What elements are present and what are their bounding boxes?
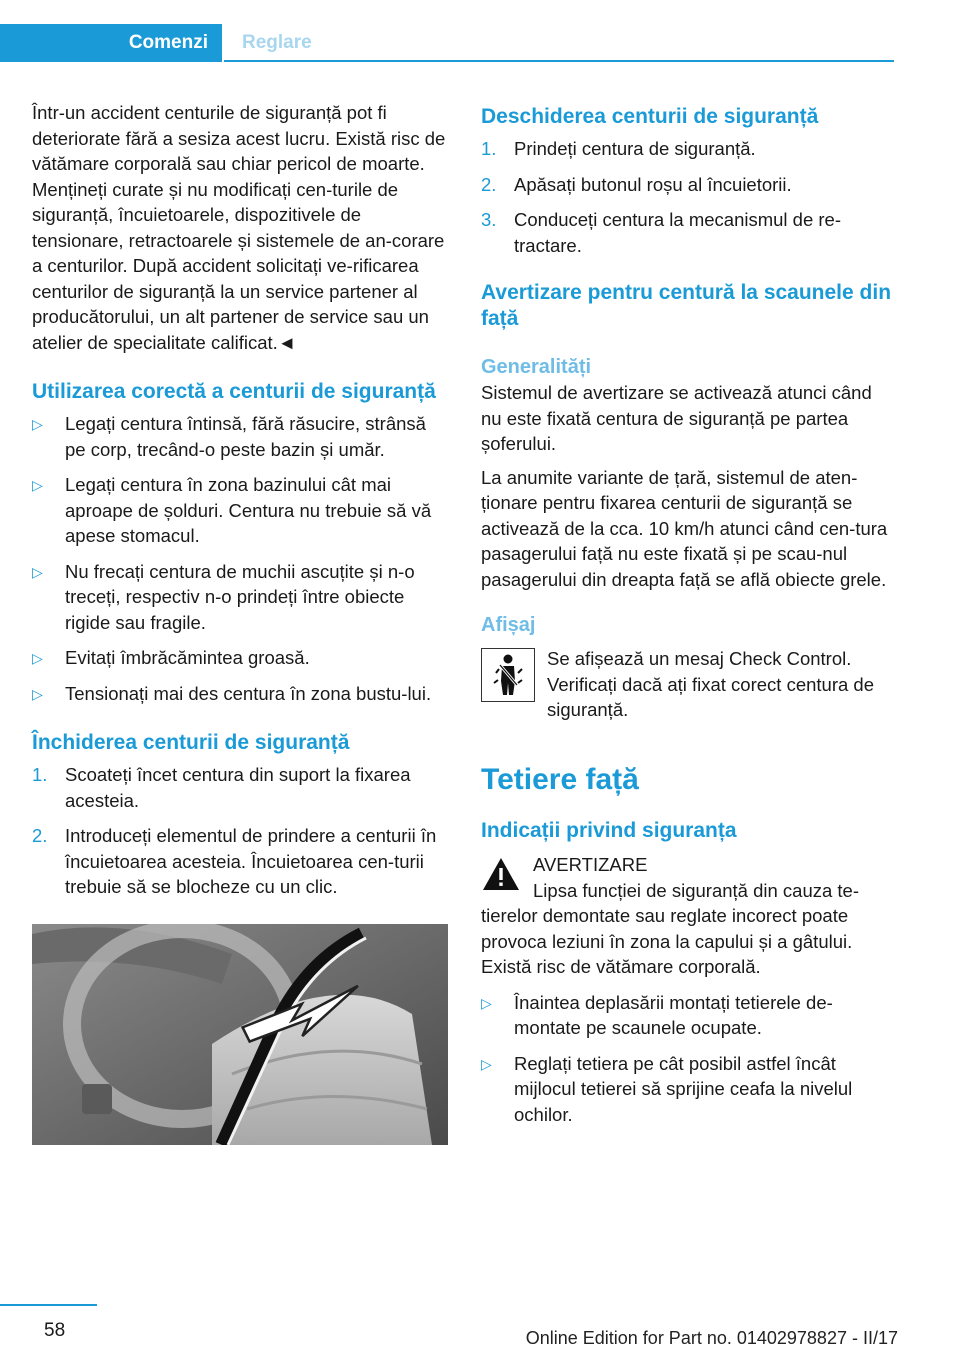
display-text: Se afișează un mesaj Check Control. Verificați dacă ați fixat corect centura de siguranță. [547, 648, 875, 720]
headrest-list [481, 990, 897, 1128]
tab-comenzi[interactable] [0, 24, 222, 62]
step-item: 2. Apăsați butonul roșu al încuietorii. [481, 173, 792, 195]
edition-note: Online Edition for Part no. 01402978827 - II/17 [525, 1328, 898, 1348]
step-item: 3. Conduceți centura la mecanismul de re-tractare. [481, 209, 841, 256]
list-item: ▷ Tensionați mai des centura în zona bustu-lui. [32, 681, 449, 707]
list-item: ▷ Legați centura în zona bazinului cât mai aproape de șolduri. Centura nu trebuie să vă apese stomacul. [32, 474, 432, 546]
header-tabs [0, 24, 894, 62]
opening-steps [481, 136, 897, 258]
tab-reglare-label: Reglare [242, 32, 312, 53]
seatbelt-photo [32, 924, 448, 1145]
triangle-right-icon: ▷ [32, 685, 43, 702]
heading-safety: Indicații privind siguranța [481, 819, 737, 842]
heading-general: Generalități [481, 356, 592, 378]
triangle-right-icon: ▷ [32, 563, 43, 580]
step-item: 1. Scoateți încet centura din suport la fixarea acesteia. [32, 764, 411, 811]
triangle-right-icon: ▷ [32, 477, 43, 493]
page-number: 58 [44, 1320, 66, 1341]
list-item: ▷ Nu frecați centura de muchii ascuțite și n-o treceți, respectiv n-o prindeți între obiecte rigide sau fragile. [32, 560, 415, 633]
tab-comenzi-label: Comenzi [128, 32, 208, 53]
heading-opening: Deschiderea centurii de siguranță [481, 105, 819, 128]
triangle-right-icon: ▷ [481, 994, 492, 1011]
list-item: ▷ Reglați tetiera pe cât posibil astfel încât mijlocul tetierei să sprijine ceafa la nivelul ochilor. [481, 1052, 853, 1125]
heading-front-seat-warning: Avertizare pentru centură la scaunele din față [481, 281, 892, 330]
warning-label: AVERTIZARE [533, 854, 648, 875]
tab-reglare[interactable] [224, 24, 330, 62]
list-item: ▷ Legați centura întinsă, fără răsucire, strânsă pe corp, trecând-o peste bazin și umăr. [32, 413, 426, 460]
step-item: 2. Introduceți elementul de prindere a centurii în încuietoarea acesteia. Încuietoarea cen-turii trebuie să se blocheze cu un clic. [32, 825, 437, 897]
header-rule [224, 60, 894, 62]
triangle-right-icon: ▷ [481, 1055, 492, 1072]
general-paragraph-1: Sistemul de avertizare se activează atunci când nu este fixată centura de siguranță pe partea șoferului. [481, 382, 872, 454]
warning-triangle-icon [481, 856, 521, 892]
heading-correct-use: Utilizarea corectă a centurii de siguranță [32, 380, 436, 403]
triangle-right-icon: ▷ [32, 416, 43, 432]
closing-steps [32, 762, 449, 900]
list-item: ▷ Evitați îmbrăcămintea groasă. [32, 645, 449, 671]
intro-paragraph: Într-un accident centurile de siguranță pot fi deteriorate fără a sesiza acest lucru. Există risc de vătămare corporală sau chiar pericol de moarte. Mențineți curate și nu modificați cen-turile de siguranță, încuietoarele, dispozitivele de tensionare, retractoarele și sistemele de an-corare a centurilor. După accident solicitați ve-rificarea centurilor de siguranță la un service partener al producătorului, un alt partener de service sau un atelier de specialitate calificat.◄ [32, 102, 446, 353]
heading-headrests: Tetiere față [481, 763, 639, 796]
right-column [481, 100, 897, 1127]
triangle-right-icon: ▷ [32, 650, 43, 666]
heading-display: Afișaj [481, 614, 536, 636]
heading-closing: Închiderea centurii de siguranță [32, 731, 350, 754]
warning-text: Lipsa funcției de siguranță din cauza te-tierelor demontate sau reglate incorect poate provoca leziuni în zona la capului și a gâtului. Există risc de vătămare corporală. [481, 879, 860, 977]
list-item: ▷ Înaintea deplasării montați tetierele de-montate pe scaunele ocupate. [481, 991, 833, 1038]
correct-use-list [32, 411, 449, 706]
step-item: 1. Prindeți centura de siguranță. [481, 138, 756, 159]
footer-rule [0, 1304, 97, 1306]
display-block [481, 646, 897, 726]
general-paragraph-2: La anumite variante de țară, sistemul de aten-ționare pentru fixarea centurii de siguranță se activează de la cca. 10 km/h atunci când cen-tura pasagerului față nu este fixată și pe scau-nul pasagerului din dreapta față se află obiecte grele. [481, 466, 888, 590]
left-column [32, 100, 449, 1145]
warning-block [481, 852, 897, 980]
seatbelt-warning-icon [481, 648, 535, 702]
